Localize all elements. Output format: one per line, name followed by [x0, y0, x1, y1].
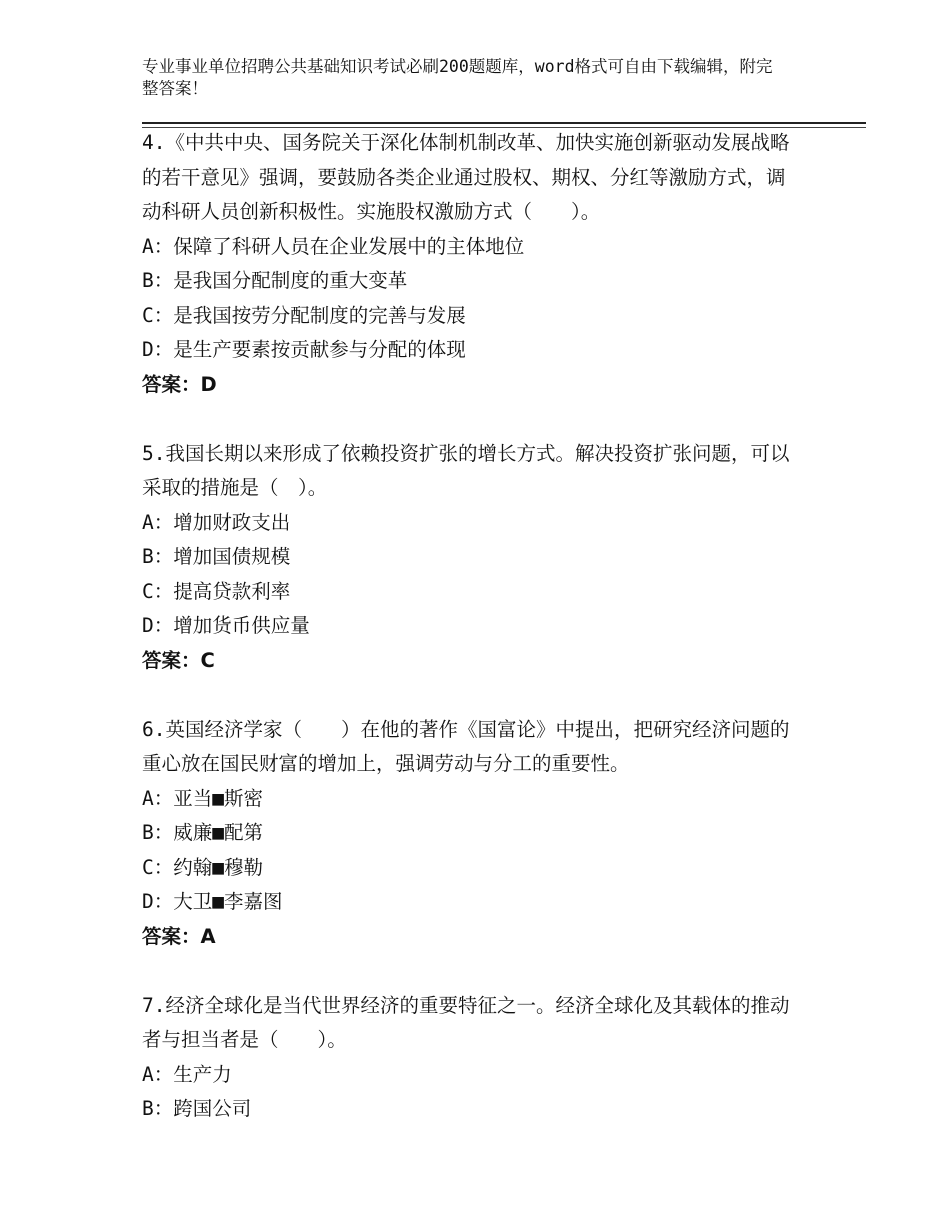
question-4	[142, 126, 802, 402]
page-header: 专业事业单位招聘公共基础知识考试必刷200题题库，word格式可自由下载编辑，附完整答案！	[142, 57, 773, 98]
header-rule-thick	[142, 122, 866, 124]
option-c: C：提高贷款利率	[142, 579, 291, 603]
question-5	[142, 437, 802, 679]
question-7	[142, 989, 802, 1127]
option-c: C：是我国按劳分配制度的完善与发展	[142, 303, 466, 327]
option-c: C：约翰■穆勒	[142, 855, 263, 879]
option-d: D：是生产要素按贡献参与分配的体现	[142, 338, 466, 361]
option-d: D：大卫■李嘉图	[142, 890, 283, 913]
question-stem: 7.经济全球化是当代世界经济的重要特征之一。经济全球化及其载体的推动者与担当者是（ ）。	[142, 993, 790, 1051]
answer-line: 答案：D	[142, 372, 217, 396]
option-b: B：是我国分配制度的重大变革	[142, 269, 408, 292]
option-b: B：增加国债规模	[142, 545, 291, 568]
option-b: B：威廉■配第	[142, 821, 263, 844]
option-a: A：增加财政支出	[142, 510, 291, 534]
question-stem: 4.《中共中央、国务院关于深化体制机制改革、加快实施创新驱动发展战略的若干意见》强调，要鼓励各类企业通过股权、期权、分红等激励方式，调动科研人员创新积极性。实施股权激励方式（ ）。	[142, 131, 790, 223]
spacer	[142, 954, 802, 989]
spacer	[142, 402, 802, 437]
option-a: A：亚当■斯密	[142, 786, 263, 810]
answer-line: 答案：A	[142, 924, 216, 948]
answer-line: 答案：C	[142, 648, 215, 672]
question-list	[142, 126, 802, 1127]
option-d: D：增加货币供应量	[142, 614, 310, 637]
option-b: B：跨国公司	[142, 1097, 252, 1120]
spacer	[142, 678, 802, 713]
question-stem: 5.我国长期以来形成了依赖投资扩张的增长方式。解决投资扩张问题，可以采取的措施是（ ）。	[142, 441, 790, 499]
question-6	[142, 713, 802, 955]
option-a: A：保障了科研人员在企业发展中的主体地位	[142, 234, 525, 258]
option-a: A：生产力	[142, 1062, 232, 1086]
question-stem: 6.英国经济学家（ ）在他的著作《国富论》中提出，把研究经济问题的重心放在国民财富的增加上，强调劳动与分工的重要性。	[142, 717, 790, 775]
